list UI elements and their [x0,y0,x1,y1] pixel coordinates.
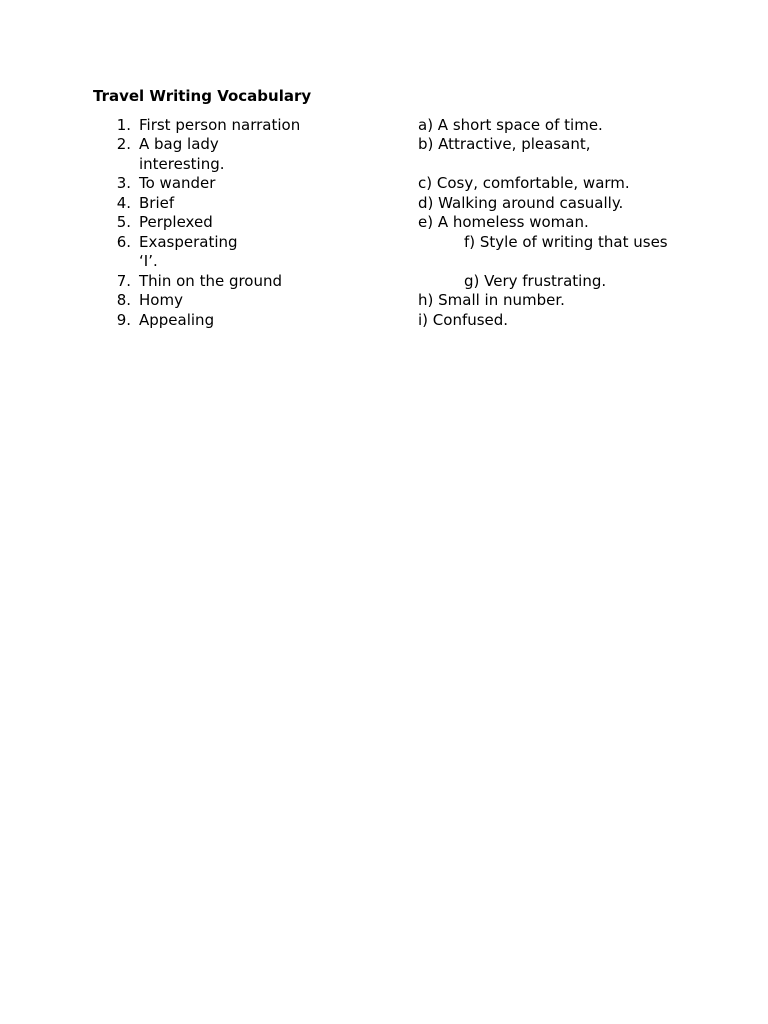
definition-d: d) Walking around casually. [418,194,624,212]
definition-h: h) Small in number. [418,291,565,309]
definition-f-continuation: ‘I’. [139,252,158,270]
definition-b: b) Attractive, pleasant, [418,135,591,153]
term-3: To wander [139,174,216,192]
definition-g: g) Very frustrating. [464,272,607,290]
term-2: A bag lady [139,135,219,153]
definition-i: i) Confused. [418,311,509,329]
term-number-6: 6. [116,233,131,251]
term-number-2: 2. [116,135,131,153]
term-4: Brief [139,194,175,212]
term-9: Appealing [139,311,215,329]
definition-c: c) Cosy, comfortable, warm. [418,174,630,192]
term-number-9: 9. [116,311,131,329]
term-number-3: 3. [116,174,131,192]
term-number-7: 7. [116,272,131,290]
term-8: Homy [139,291,183,309]
term-number-1: 1. [116,116,131,134]
term-number-4: 4. [116,194,131,212]
document-title: Travel Writing Vocabulary [93,87,312,105]
term-1: First person narration [139,116,301,134]
term-number-5: 5. [116,213,131,231]
term-number-8: 8. [116,291,131,309]
term-6: Exasperating [139,233,238,251]
term-5: Perplexed [139,213,213,231]
term-7: Thin on the ground [139,272,283,290]
term-2-continuation: interesting. [139,155,225,173]
definition-f: f) Style of writing that uses [464,233,668,251]
definition-e: e) A homeless woman. [418,213,589,231]
definition-a: a) A short space of time. [418,116,603,134]
